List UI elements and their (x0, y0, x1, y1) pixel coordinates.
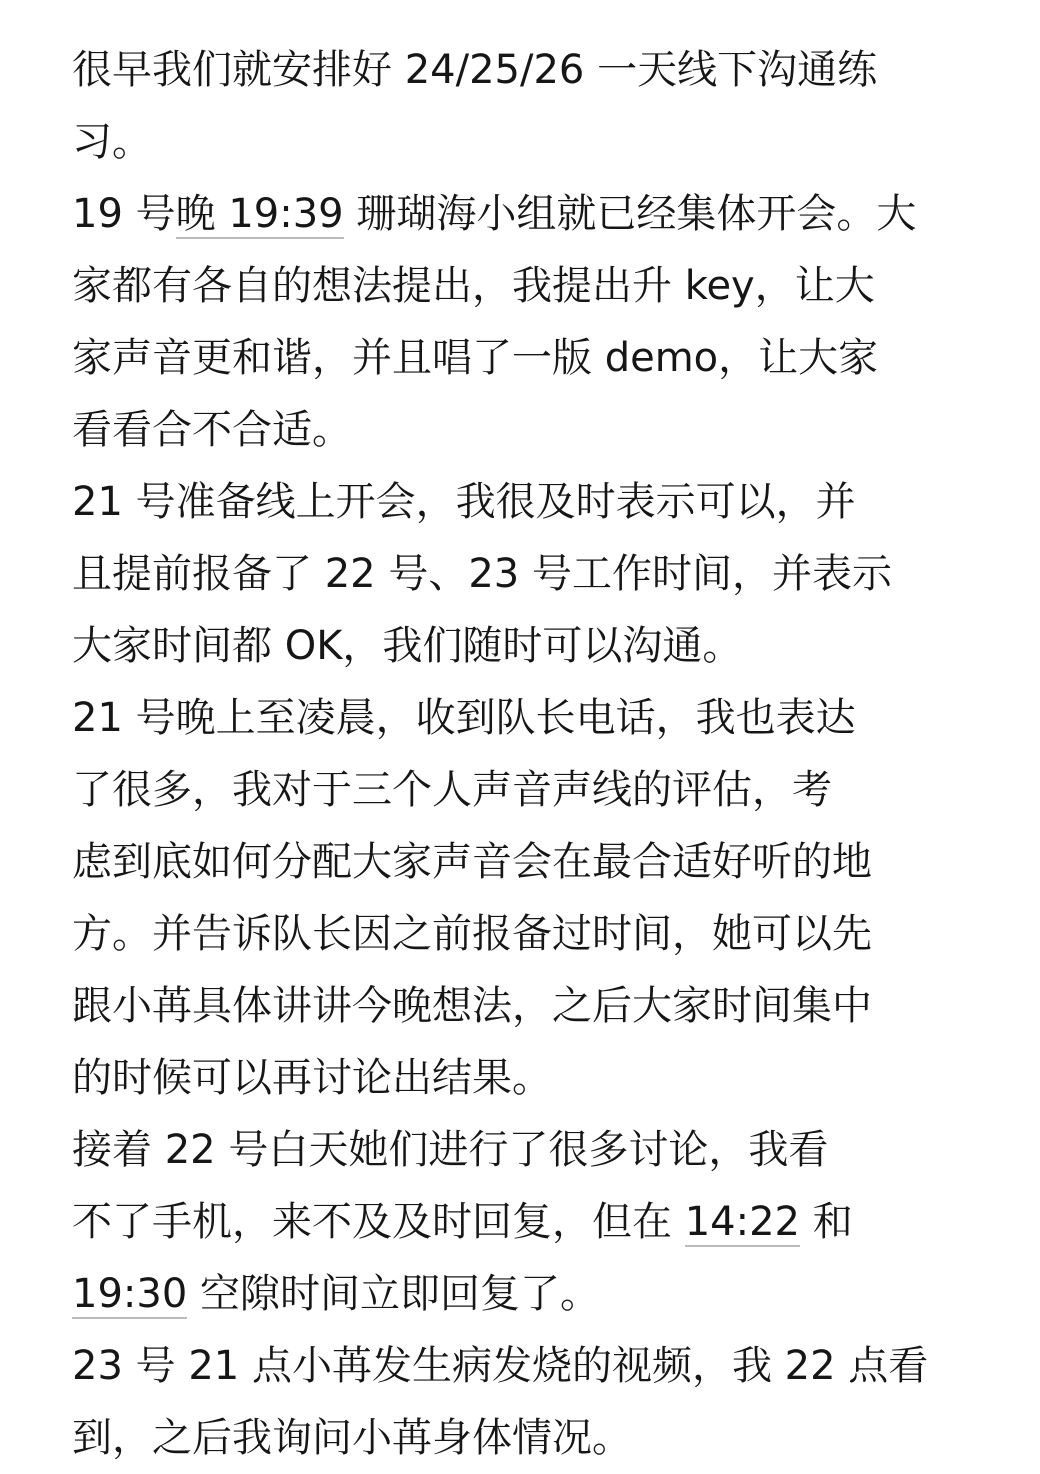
time-link[interactable]: 19:30 (72, 1271, 188, 1317)
text-run: 不了手机，来不及及时回复，但在 (72, 1199, 685, 1245)
text-run: 和 (800, 1199, 853, 1245)
text-run: 跟小苒具体讲讲今晚想法，之后大家时间集中 (72, 983, 872, 1029)
text-line (72, 1330, 1012, 1402)
text-run: 珊瑚海小组就已经集体开会。大 (343, 191, 917, 237)
text-run: 方。并告诉队长因之前报备过时间，她可以先 (72, 911, 872, 957)
text-run: 大家时间都 OK，我们随时可以沟通。 (72, 623, 743, 669)
text-line (72, 970, 1012, 1042)
text-line (72, 394, 1012, 466)
text-line (72, 1186, 1012, 1258)
text-line (72, 682, 1012, 754)
text-run: 空隙时间立即回复了。 (187, 1271, 600, 1317)
text-run: 了很多，我对于三个人声音声线的评估，考 (72, 767, 832, 813)
text-run: 23 号 21 点小苒发生病发烧的视频，我 22 点看 (72, 1343, 929, 1389)
text-run: 21 号晚上至凌晨，收到队长电话，我也表达 (72, 695, 856, 741)
text-line (72, 1402, 1012, 1474)
text-run: 虑到底如何分配大家声音会在最合适好听的地 (72, 839, 872, 885)
text-line (72, 322, 1012, 394)
text-line (72, 466, 1012, 538)
time-link[interactable]: 晚 19:39 (175, 191, 344, 237)
text-run: 接着 22 号白天她们进行了很多讨论，我看 (72, 1127, 829, 1173)
text-run: 21 号准备线上开会，我很及时表示可以，并 (72, 479, 856, 525)
text-run: 到，之后我询问小苒身体情况。 (72, 1415, 632, 1461)
text-line (72, 1258, 1012, 1330)
text-line (72, 754, 1012, 826)
text-line (72, 1042, 1012, 1114)
text-line (72, 178, 1012, 250)
note-text (72, 34, 1012, 1474)
text-run: 习。 (72, 119, 152, 165)
text-run: 19 号 (72, 191, 176, 237)
time-link[interactable]: 14:22 (684, 1199, 800, 1245)
text-line (72, 106, 1012, 178)
text-line (72, 898, 1012, 970)
text-line (72, 826, 1012, 898)
text-run: 家声音更和谐，并且唱了一版 demo，让大家 (72, 335, 879, 381)
text-run: 看看合不合适。 (72, 407, 352, 453)
text-line (72, 250, 1012, 322)
text-line (72, 34, 1012, 106)
text-run: 且提前报备了 22 号、23 号工作时间，并表示 (72, 551, 892, 597)
text-run: 很早我们就安排好 24/25/26 一天线下沟通练 (72, 47, 878, 93)
text-run: 的时候可以再讨论出结果。 (72, 1055, 552, 1101)
text-line (72, 1114, 1012, 1186)
text-line (72, 538, 1012, 610)
text-line (72, 610, 1012, 682)
text-run: 家都有各自的想法提出，我提出升 key，让大 (72, 263, 875, 309)
